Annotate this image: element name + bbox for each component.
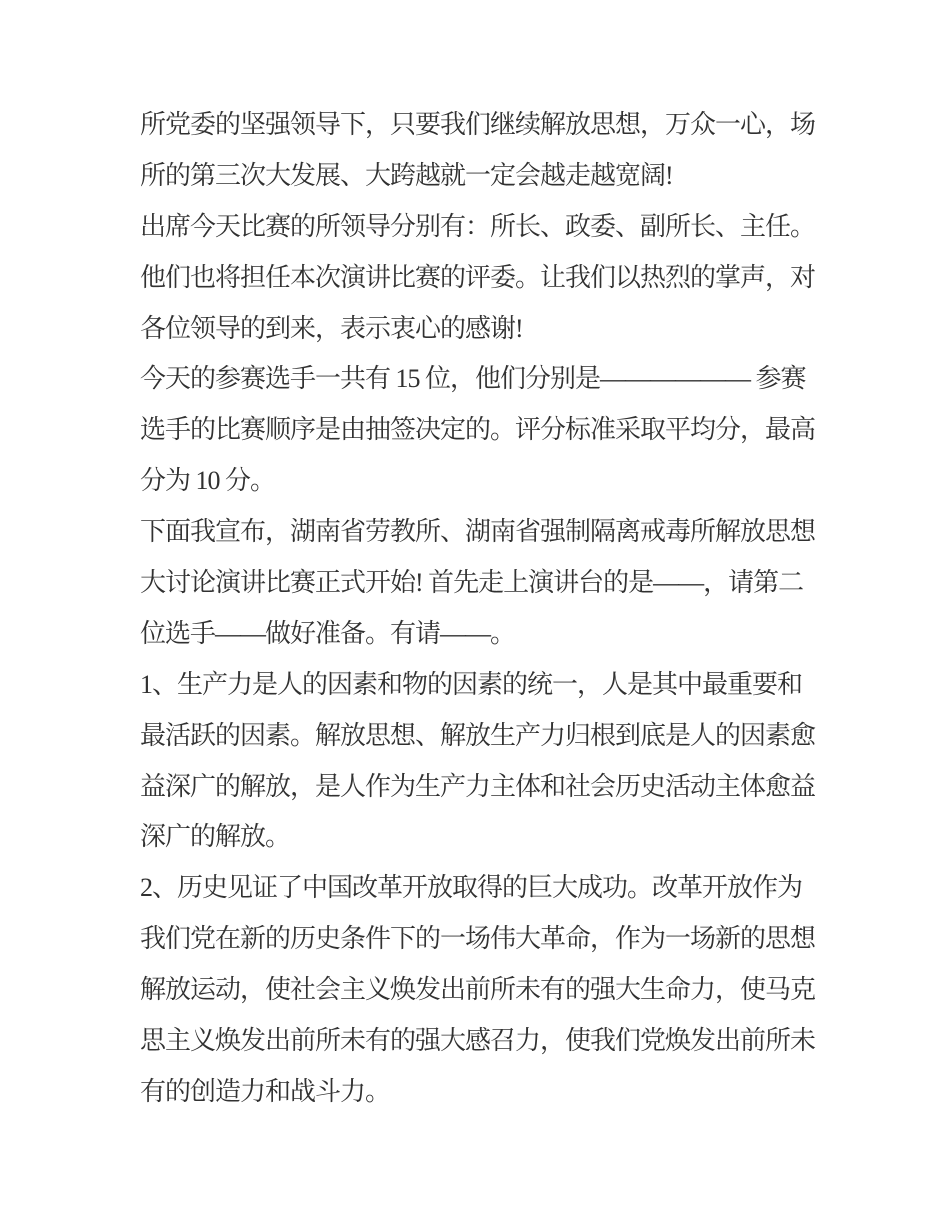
- text-line-13: 最活跃的因素。解放思想、解放生产力归根到底是人的因素愈: [140, 720, 816, 750]
- text-line-6: 今天的参赛选手一共有 15 位，他们分别是—————— 参赛: [140, 364, 806, 394]
- text-line-7: 选手的比赛顺序是由抽签决定的。评分标准采取平均分，最高: [140, 415, 816, 445]
- text-line-8: 分为 10 分。: [140, 466, 276, 496]
- text-line-4: 他们也将担任本次演讲比赛的评委。让我们以热烈的掌声，对: [140, 262, 816, 292]
- text-line-18: 解放运动，使社会主义焕发出前所未有的强大生命力，使马克: [140, 975, 816, 1005]
- text-line-5: 各位领导的到来，表示衷心的感谢!: [140, 313, 523, 343]
- text-line-16: 2、历史见证了中国改革开放取得的巨大成功。改革开放作为: [140, 873, 803, 903]
- text-line-12: 1、生产力是人的因素和物的因素的统一，人是其中最重要和: [140, 669, 803, 699]
- text-line-9: 下面我宣布，湖南省劳教所、湖南省强制隔离戒毒所解放思想: [140, 517, 816, 547]
- text-line-1: 所党委的坚强领导下，只要我们继续解放思想，万众一心，场: [140, 110, 816, 139]
- text-line-10: 大讨论演讲比赛正式开始! 首先走上演讲台的是——，请第二: [140, 568, 804, 598]
- text-line-15: 深广的解放。: [140, 822, 291, 852]
- document-body: [140, 100, 818, 1118]
- text-line-2: 所的第三次大发展、大跨越就一定会越走越宽阔!: [140, 160, 673, 190]
- text-line-17: 我们党在新的历史条件下的一场伟大革命，作为一场新的思想: [140, 924, 816, 954]
- text-line-3: 出席今天比赛的所领导分别有：所长、政委、副所长、主任。: [140, 211, 816, 241]
- text-line-14: 益深广的解放，是人作为生产力主体和社会历史活动主体愈益: [140, 771, 816, 801]
- text-line-11: 位选手——做好准备。有请——。: [140, 618, 516, 648]
- text-line-19: 思主义焕发出前所未有的强大感召力，使我们党焕发出前所未: [140, 1026, 816, 1056]
- text-line-20: 有的创造力和战斗力。: [140, 1076, 391, 1106]
